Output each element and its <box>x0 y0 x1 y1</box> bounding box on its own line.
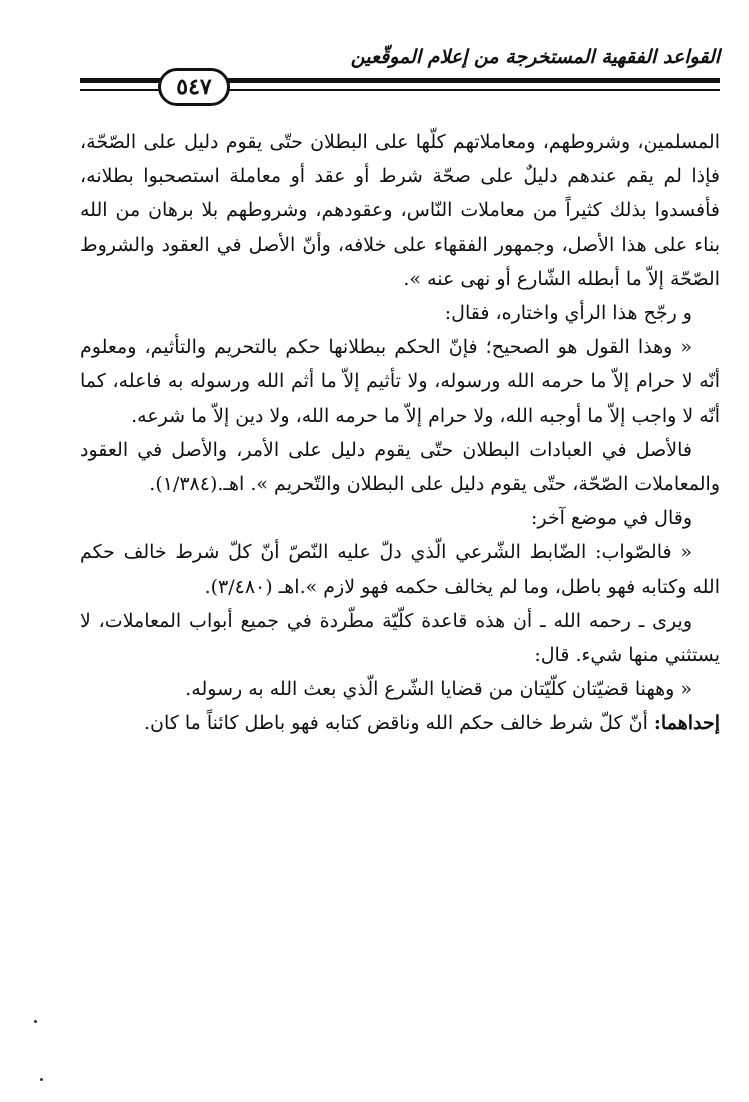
paragraph-8: « وههنا قضيّتان كلّيّتان من قضايا الشّرع الّذي بعث الله به رسوله. <box>185 678 692 701</box>
page-body <box>80 125 720 741</box>
running-title: القواعد الفقهية المستخرجة من إعلام الموقّعين <box>350 46 720 68</box>
paragraph-4: فالأصل في العبادات البطلان حتّى يقوم دليل على الأمر، والأصل في العقود والمعاملات الصّحّة، حتّى يقوم دليل على البطلان والتّحريم ». اهـ.(١/٣٨٤). <box>80 438 720 496</box>
paragraph-6: « فالصّواب: الضّابط الشّرعي الّذي دلّ عليه النّصّ أنّ كلّ شرط خالف حكم الله وكتابه فهو باطل، وما لم يخالف حكمه فهو لازم ».اهـ (٣/٤٨٠). <box>80 541 720 598</box>
paragraph-1: المسلمين، وشروطهم، ومعاملاتهم كلّها على البطلان حتّى يقوم دليل على الصّحّة، فإذا لم يقم عندهم دليلٌ على صحّة شرط أو عقد أو معاملة استصحبوا بطلانه، فأفسدوا بذلك كثيراً من معاملات النّاس، وعقودهم، وشروطهم بلا برهان من الله بناء على هذا الأصل، وجمهور الفقهاء على خلافه، وأنّ الأصل في العقود والشروط الصّحّة إلاّ ما أبطله الشّارع أو نهى عنه ». <box>80 131 720 290</box>
paragraph-9 <box>80 706 720 740</box>
page-number: ٥٤٧ <box>158 68 230 106</box>
paragraph-2: و رجّح هذا الرأي واختاره، فقال: <box>444 302 692 325</box>
paragraph-9-label: إحداهما: <box>653 712 720 735</box>
scan-speck <box>34 1020 37 1023</box>
page-header <box>80 46 720 136</box>
scan-speck <box>40 1078 43 1081</box>
paragraph-7: ويرى ـ رحمه الله ـ أن هذه قاعدة كلّيّة مطّردة في جميع أبواب المعاملات، لا يستثني منها شيء. قال: <box>80 609 720 667</box>
paragraph-5: وقال في موضع آخر: <box>530 507 692 530</box>
paragraph-9-text: أنّ كلّ شرط خالف حكم الله وناقض كتابه فهو باطل كائناً ما كان. <box>143 712 654 735</box>
paragraph-3: « وهذا القول هو الصحيح؛ فإنّ الحكم ببطلانها حكم بالتحريم والتأثيم، ومعلوم أنّه لا حرام إلاّ ما حرمه الله ورسوله، ولا تأثيم إلاّ ما أثم الله ورسوله به فاعله، كما أنّه لا واجب إلاّ ما أوجبه الله، ولا حرام إلاّ ما حرمه الله، ولا دين إلاّ ما شرعه. <box>80 336 720 427</box>
